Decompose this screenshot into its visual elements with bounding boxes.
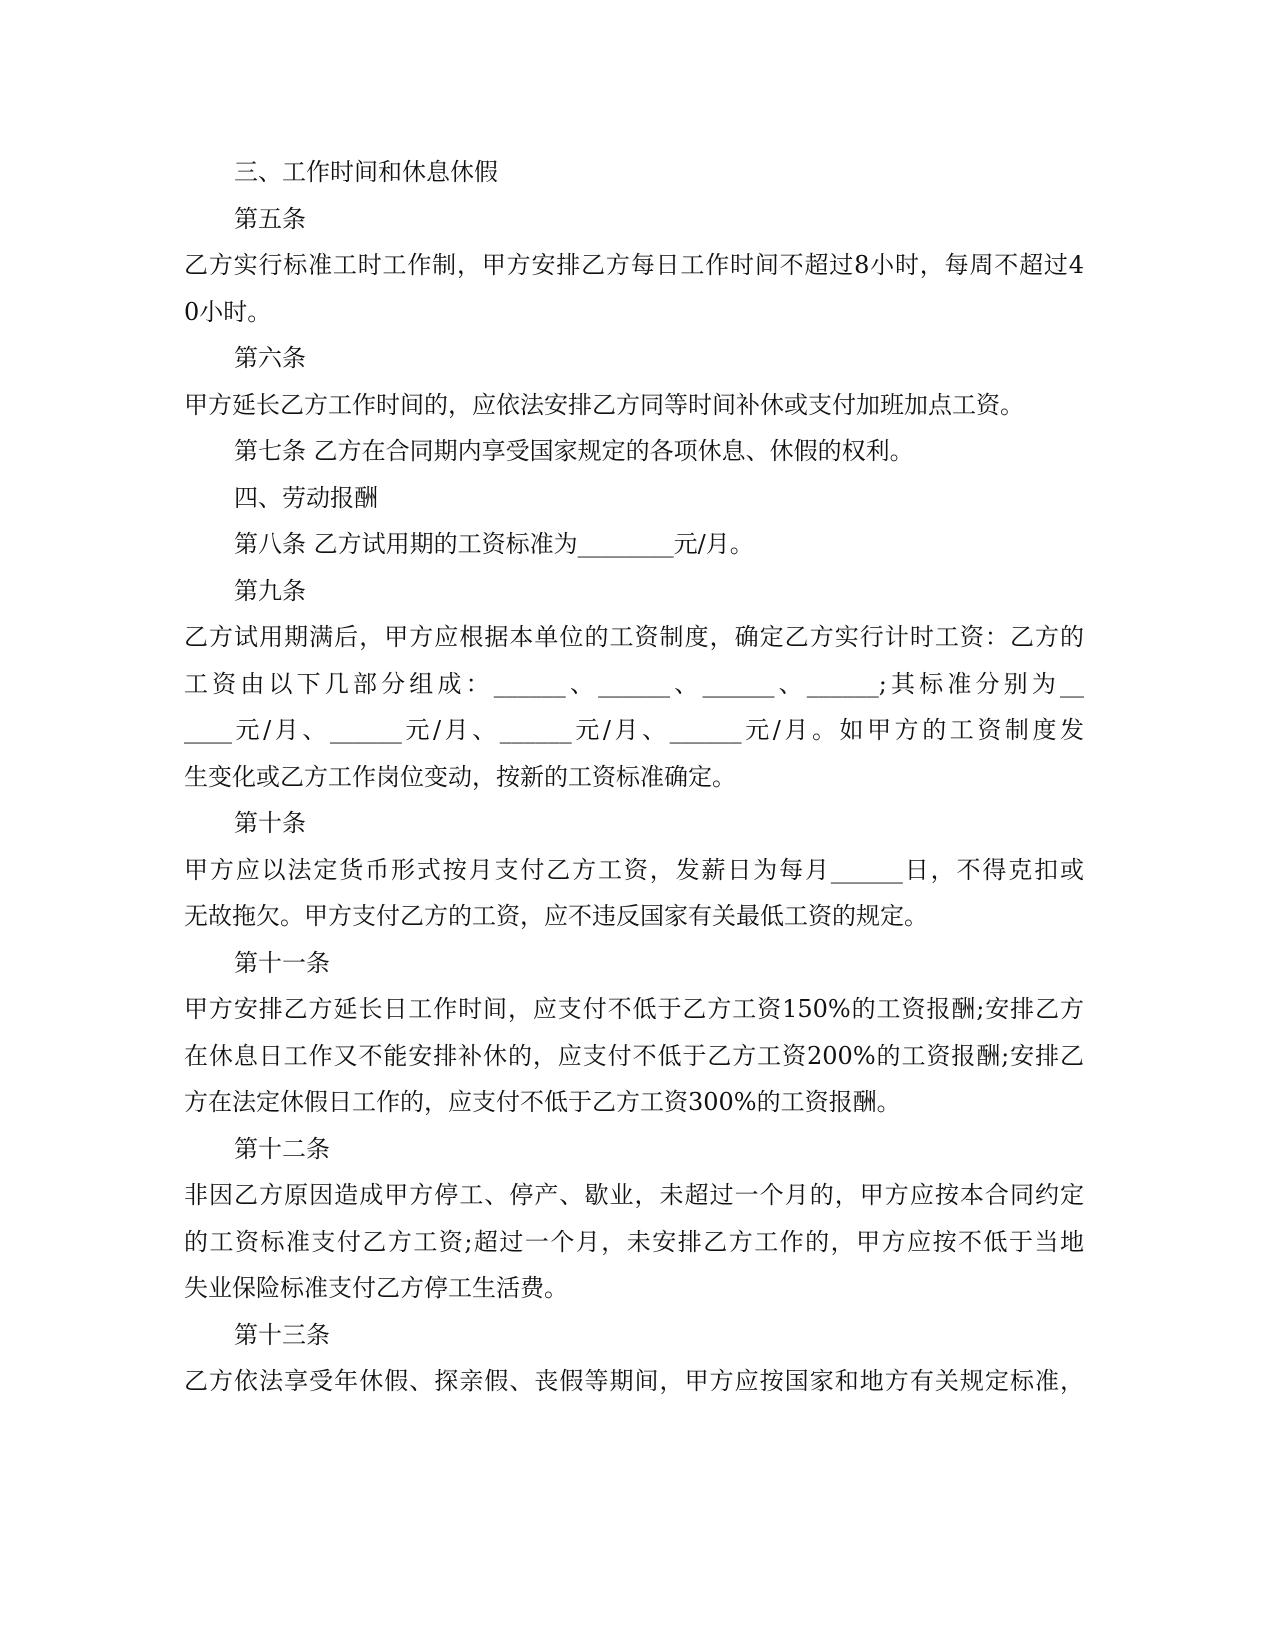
paragraph-line: 甲方应以法定货币形式按月支付乙方工资，发薪日为每月______日，不得克扣或 — [184, 856, 1084, 884]
section-heading-remuneration: 四、劳动报酬 — [234, 484, 378, 512]
article-8: 第八条 乙方试用期的工资标准为________元/月。 — [234, 530, 754, 558]
article-heading-10: 第十条 — [234, 809, 306, 837]
paragraph-line: 乙方实行标准工时工作制，甲方安排乙方每日工作时间不超过8小时，每周不超过4 — [184, 251, 1084, 279]
paragraph-line: 无故拖欠。甲方支付乙方的工资，应不违反国家有关最低工资的规定。 — [184, 902, 928, 930]
paragraph-line: ____元/月、______元/月、______元/月、______元/月。如甲方的工资制度发 — [184, 716, 1084, 744]
section-heading-work-hours: 三、工作时间和休息休假 — [234, 158, 498, 186]
paragraph-line: 非因乙方原因造成甲方停工、停产、歇业，未超过一个月的，甲方应按本合同约定 — [184, 1181, 1084, 1209]
paragraph-line: 甲方延长乙方工作时间的，应依法安排乙方同等时间补休或支付加班加点工资。 — [184, 391, 1024, 419]
article-heading-13: 第十三条 — [234, 1321, 330, 1349]
paragraph-line: 乙方依法享受年休假、探亲假、丧假等期间，甲方应按国家和地方有关规定标准， — [184, 1367, 1084, 1395]
paragraph-line: 的工资标准支付乙方工资;超过一个月，未安排乙方工作的，甲方应按不低于当地 — [184, 1228, 1084, 1256]
article-heading-11: 第十一条 — [234, 949, 330, 977]
article-7: 第七条 乙方在合同期内享受国家规定的各项休息、休假的权利。 — [234, 437, 914, 465]
paragraph-line: 乙方试用期满后，甲方应根据本单位的工资制度，确定乙方实行计时工资：乙方的 — [184, 623, 1084, 651]
paragraph-line: 方在法定休假日工作的，应支付不低于乙方工资300%的工资报酬。 — [184, 1088, 901, 1116]
paragraph-line: 失业保险标准支付乙方停工生活费。 — [184, 1274, 568, 1302]
paragraph-line: 在休息日工作又不能安排补休的，应支付不低于乙方工资200%的工资报酬;安排乙 — [184, 1042, 1084, 1070]
paragraph-line: 工资由以下几部分组成：______、______、______、______;其标准分别为__ — [184, 670, 1084, 698]
paragraph-line: 0小时。 — [184, 298, 272, 326]
article-heading-12: 第十二条 — [234, 1135, 330, 1163]
article-heading-9: 第九条 — [234, 577, 306, 605]
article-heading-6: 第六条 — [234, 344, 306, 372]
paragraph-line: 生变化或乙方工作岗位变动，按新的工资标准确定。 — [184, 763, 736, 791]
article-heading-5: 第五条 — [234, 205, 306, 233]
paragraph-line: 甲方安排乙方延长日工作时间，应支付不低于乙方工资150%的工资报酬;安排乙方 — [184, 995, 1084, 1023]
